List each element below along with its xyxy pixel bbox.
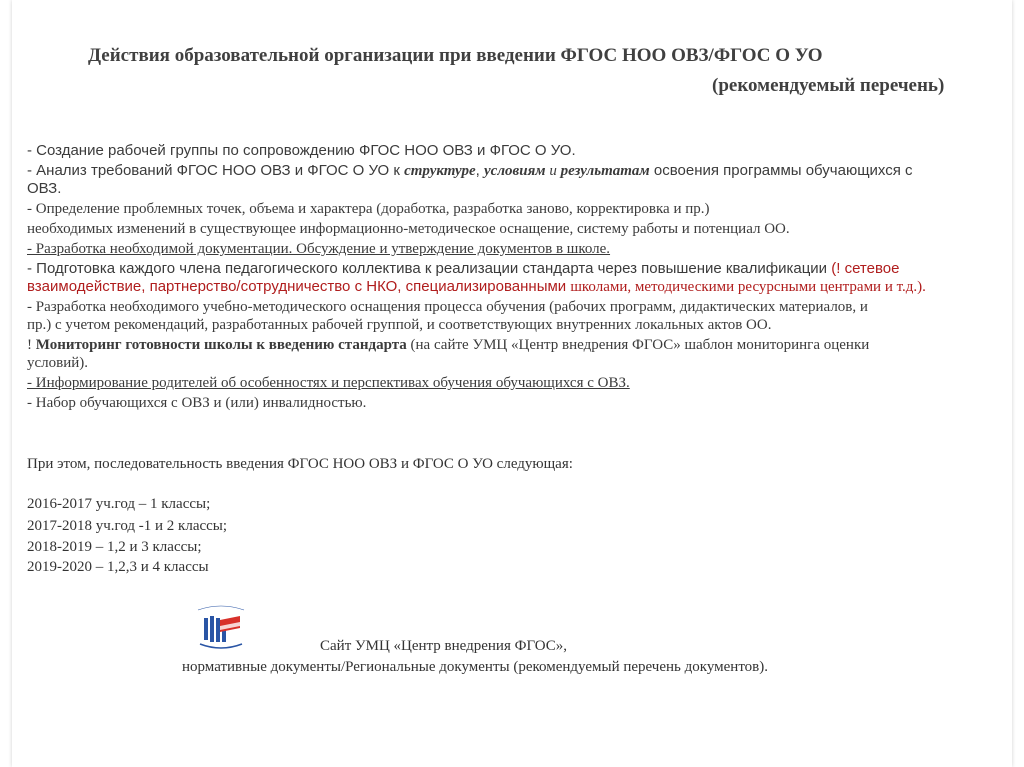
sequence-year: 2017-2018 уч.год -1 и 2 классы;: [27, 518, 228, 534]
site-line-1: Сайт УМЦ «Центр внедрения ФГОС»,: [320, 638, 568, 654]
list-item: - Анализ требований ФГОС НОО ОВЗ и ФГОС О УО к структуре, условиям и результатам освоения программы обучающихся с: [27, 162, 913, 179]
list-item: ! Мониторинг готовности школы к введению стандарта (на сайте УМЦ «Центр внедрения ФГОС» шаблон мониторинга оценки: [27, 337, 870, 353]
list-item: - Разработка необходимого учебно-методического оснащения процесса обучения (рабочих программ, дидактических материалов, и: [27, 299, 868, 315]
list-item: - Создание рабочей группы по сопровождению ФГОС НОО ОВЗ и ФГОС О УО.: [27, 142, 576, 159]
list-item: - Набор обучающихся с ОВЗ и (или) инвалидностью.: [27, 395, 367, 411]
list-item-link[interactable]: - Разработка необходимой документации. Обсуждение и утверждение документов в школе.: [27, 241, 611, 257]
list-item-continuation: условий).: [27, 355, 89, 371]
list-item-link[interactable]: - Информирование родителей об особенностях и перспективах обучения обучающихся с ОВЗ.: [27, 375, 630, 391]
site-line-2: нормативные документы/Региональные документы (рекомендуемый перечень документов).: [182, 659, 769, 675]
sequence-year: 2018-2019 – 1,2 и 3 классы;: [27, 539, 202, 555]
sequence-intro: При этом, последовательность введения ФГОС НОО ОВЗ и ФГОС О УО следующая:: [27, 456, 573, 472]
sequence-year: 2019-2020 – 1,2,3 и 4 классы: [27, 559, 209, 575]
list-item-continuation: взаимодействие, партнерство/сотрудничество с НКО, специализированными школами, методическими ресурсными центрами и т.д.).: [27, 278, 926, 295]
umc-logo-icon: [190, 604, 252, 656]
sequence-year: 2016-2017 уч.год – 1 классы;: [27, 496, 211, 512]
list-item-continuation: необходимых изменений в существующее информационно-методическое оснащение, систему работы и потенциал ОО.: [27, 221, 790, 237]
list-item-continuation: пр.) с учетом рекомендаций, разработанных рабочей группой, и соответствующих внутренних локальных актов ОО.: [27, 317, 772, 333]
title-line-1: Действия образовательной организации при введении ФГОС НОО ОВЗ/ФГОС О УО: [88, 45, 823, 66]
list-item-continuation: ОВЗ.: [27, 180, 62, 197]
title-line-2: (рекомендуемый перечень): [712, 75, 945, 96]
list-item: - Подготовка каждого члена педагогического коллектива к реализации стандарта через повышение квалификации (! сетевое: [27, 260, 900, 277]
slide: [12, 0, 1012, 767]
list-item: - Определение проблемных точек, объема и характера (доработка, разработка заново, корректировка и пр.): [27, 201, 710, 217]
